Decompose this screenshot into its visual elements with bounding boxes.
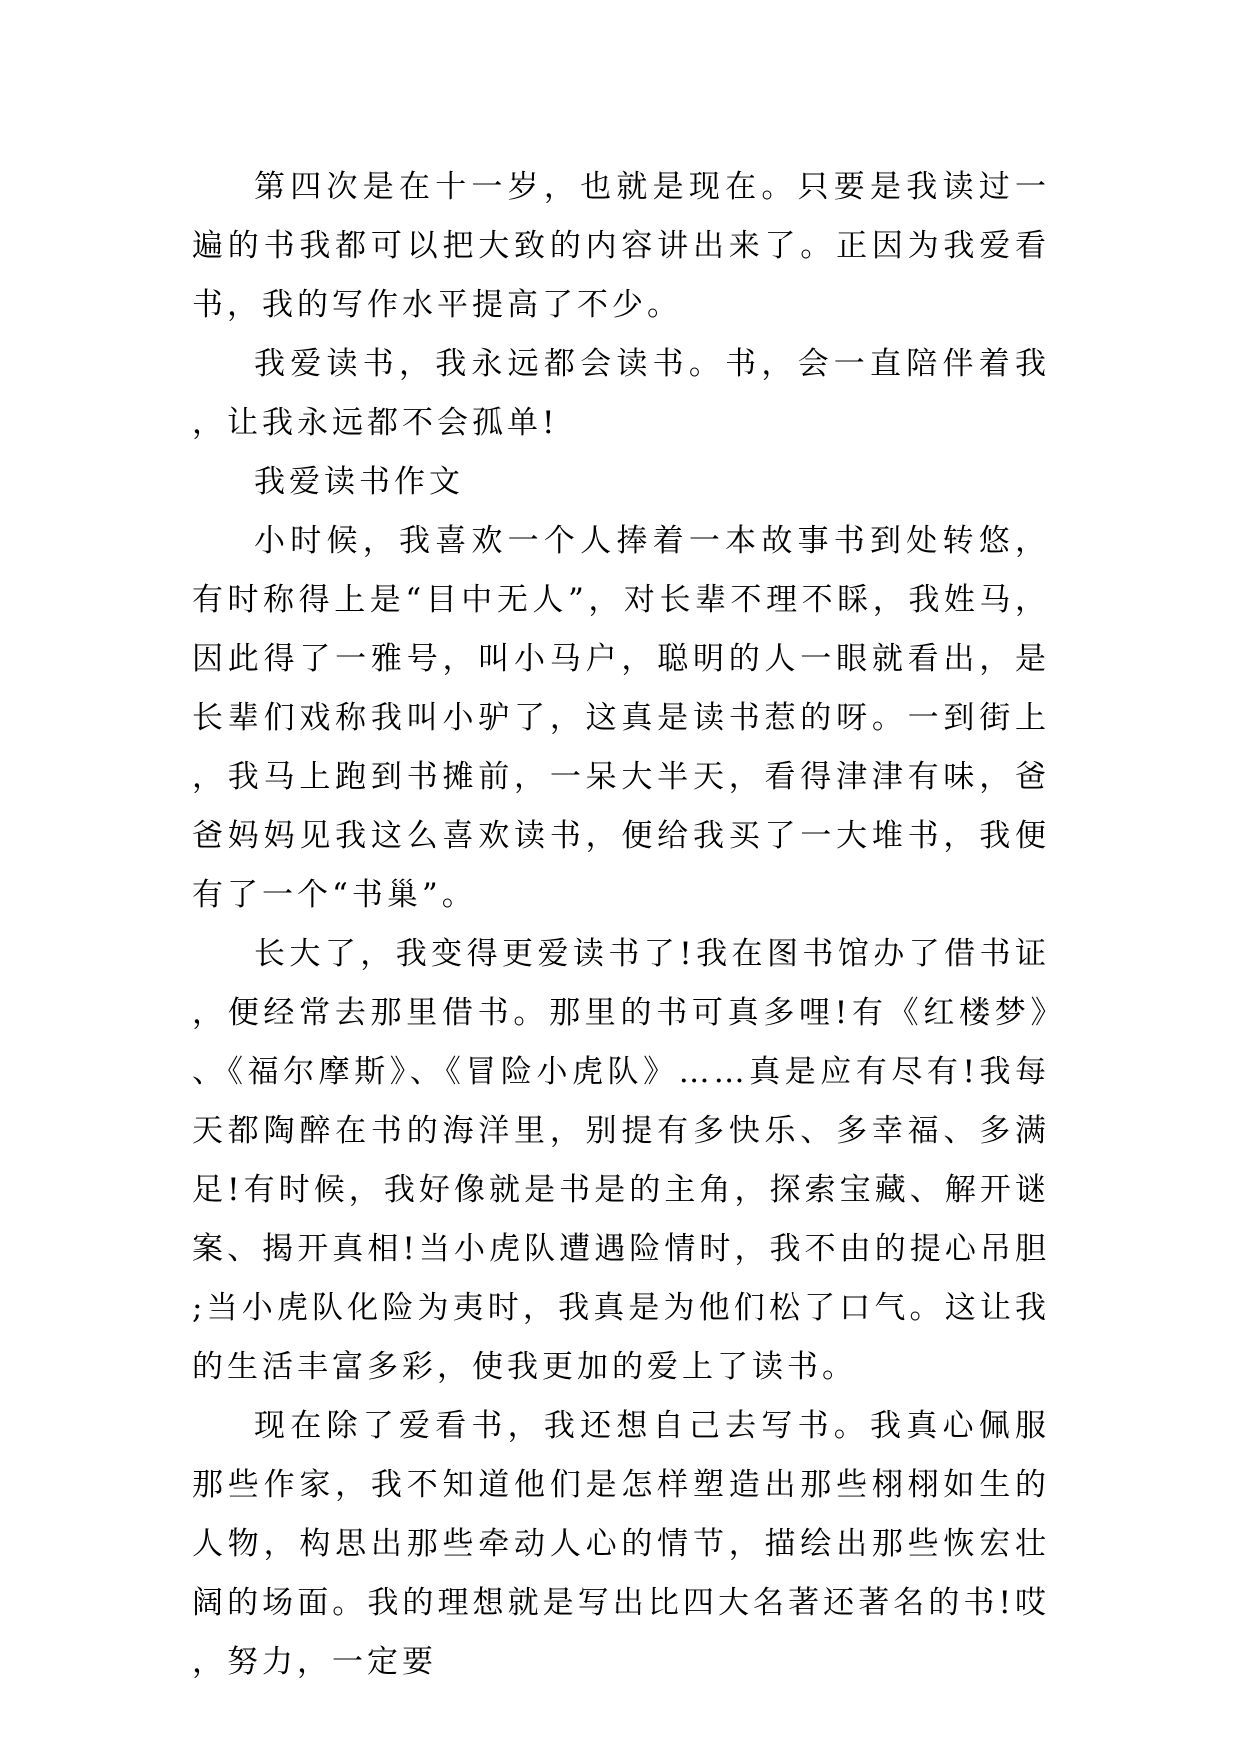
paragraph-growing-up: 长大了，我变得更爱读书了!我在图书馆办了借书证，便经常去那里借书。那里的书可真多哩!有《红楼梦》、《福尔摩斯》、《冒险小虎队》……真是应有尽有!我每天都陶醉在书的海洋里，别提有多快乐、多幸福、多满足!有时候，我好像就是书是的主角，探索宝藏、解开谜案、揭开真相!当小虎队遭遇险情时，我不由的提心吊胆;当小虎队化险为夷时，我真是为他们松了口气。这让我的生活丰富多彩，使我更加的爱上了读书。 — [192, 936, 1050, 1385]
paragraph-childhood: 小时候，我喜欢一个人捧着一本故事书到处转悠，有时称得上是“目中无人”，对长辈不理不睬，我姓马，因此得了一雅号，叫小马户，聪明的人一眼就看出，是长辈们戏称我叫小驴了，这真是读书惹的呀。一到街上，我马上跑到书摊前，一呆大半天，看得津津有味，爸爸妈妈见我这么喜欢读书，便给我买了一大堆书，我便有了一个“书巢”。 — [192, 523, 1050, 913]
paragraph-love-reading-forever: 我爱读书，我永远都会读书。书，会一直陪伴着我，让我永远都不会孤单! — [192, 346, 1050, 441]
document-body — [192, 158, 1050, 1692]
essay-title: 我爱读书作文 — [254, 464, 464, 500]
paragraph-fourth-time: 第四次是在十一岁，也就是现在。只要是我读过一遍的书我都可以把大致的内容讲出来了。正因为我爱看书，我的写作水平提高了不少。 — [192, 169, 1050, 323]
paragraph-now-writing: 现在除了爱看书，我还想自己去写书。我真心佩服那些作家，我不知道他们是怎样塑造出那些栩栩如生的人物，构思出那些牵动人心的情节，描绘出那些恢宏壮阔的场面。我的理想就是写出比四大名著还著名的书!哎，努力，一定要 — [192, 1408, 1050, 1680]
